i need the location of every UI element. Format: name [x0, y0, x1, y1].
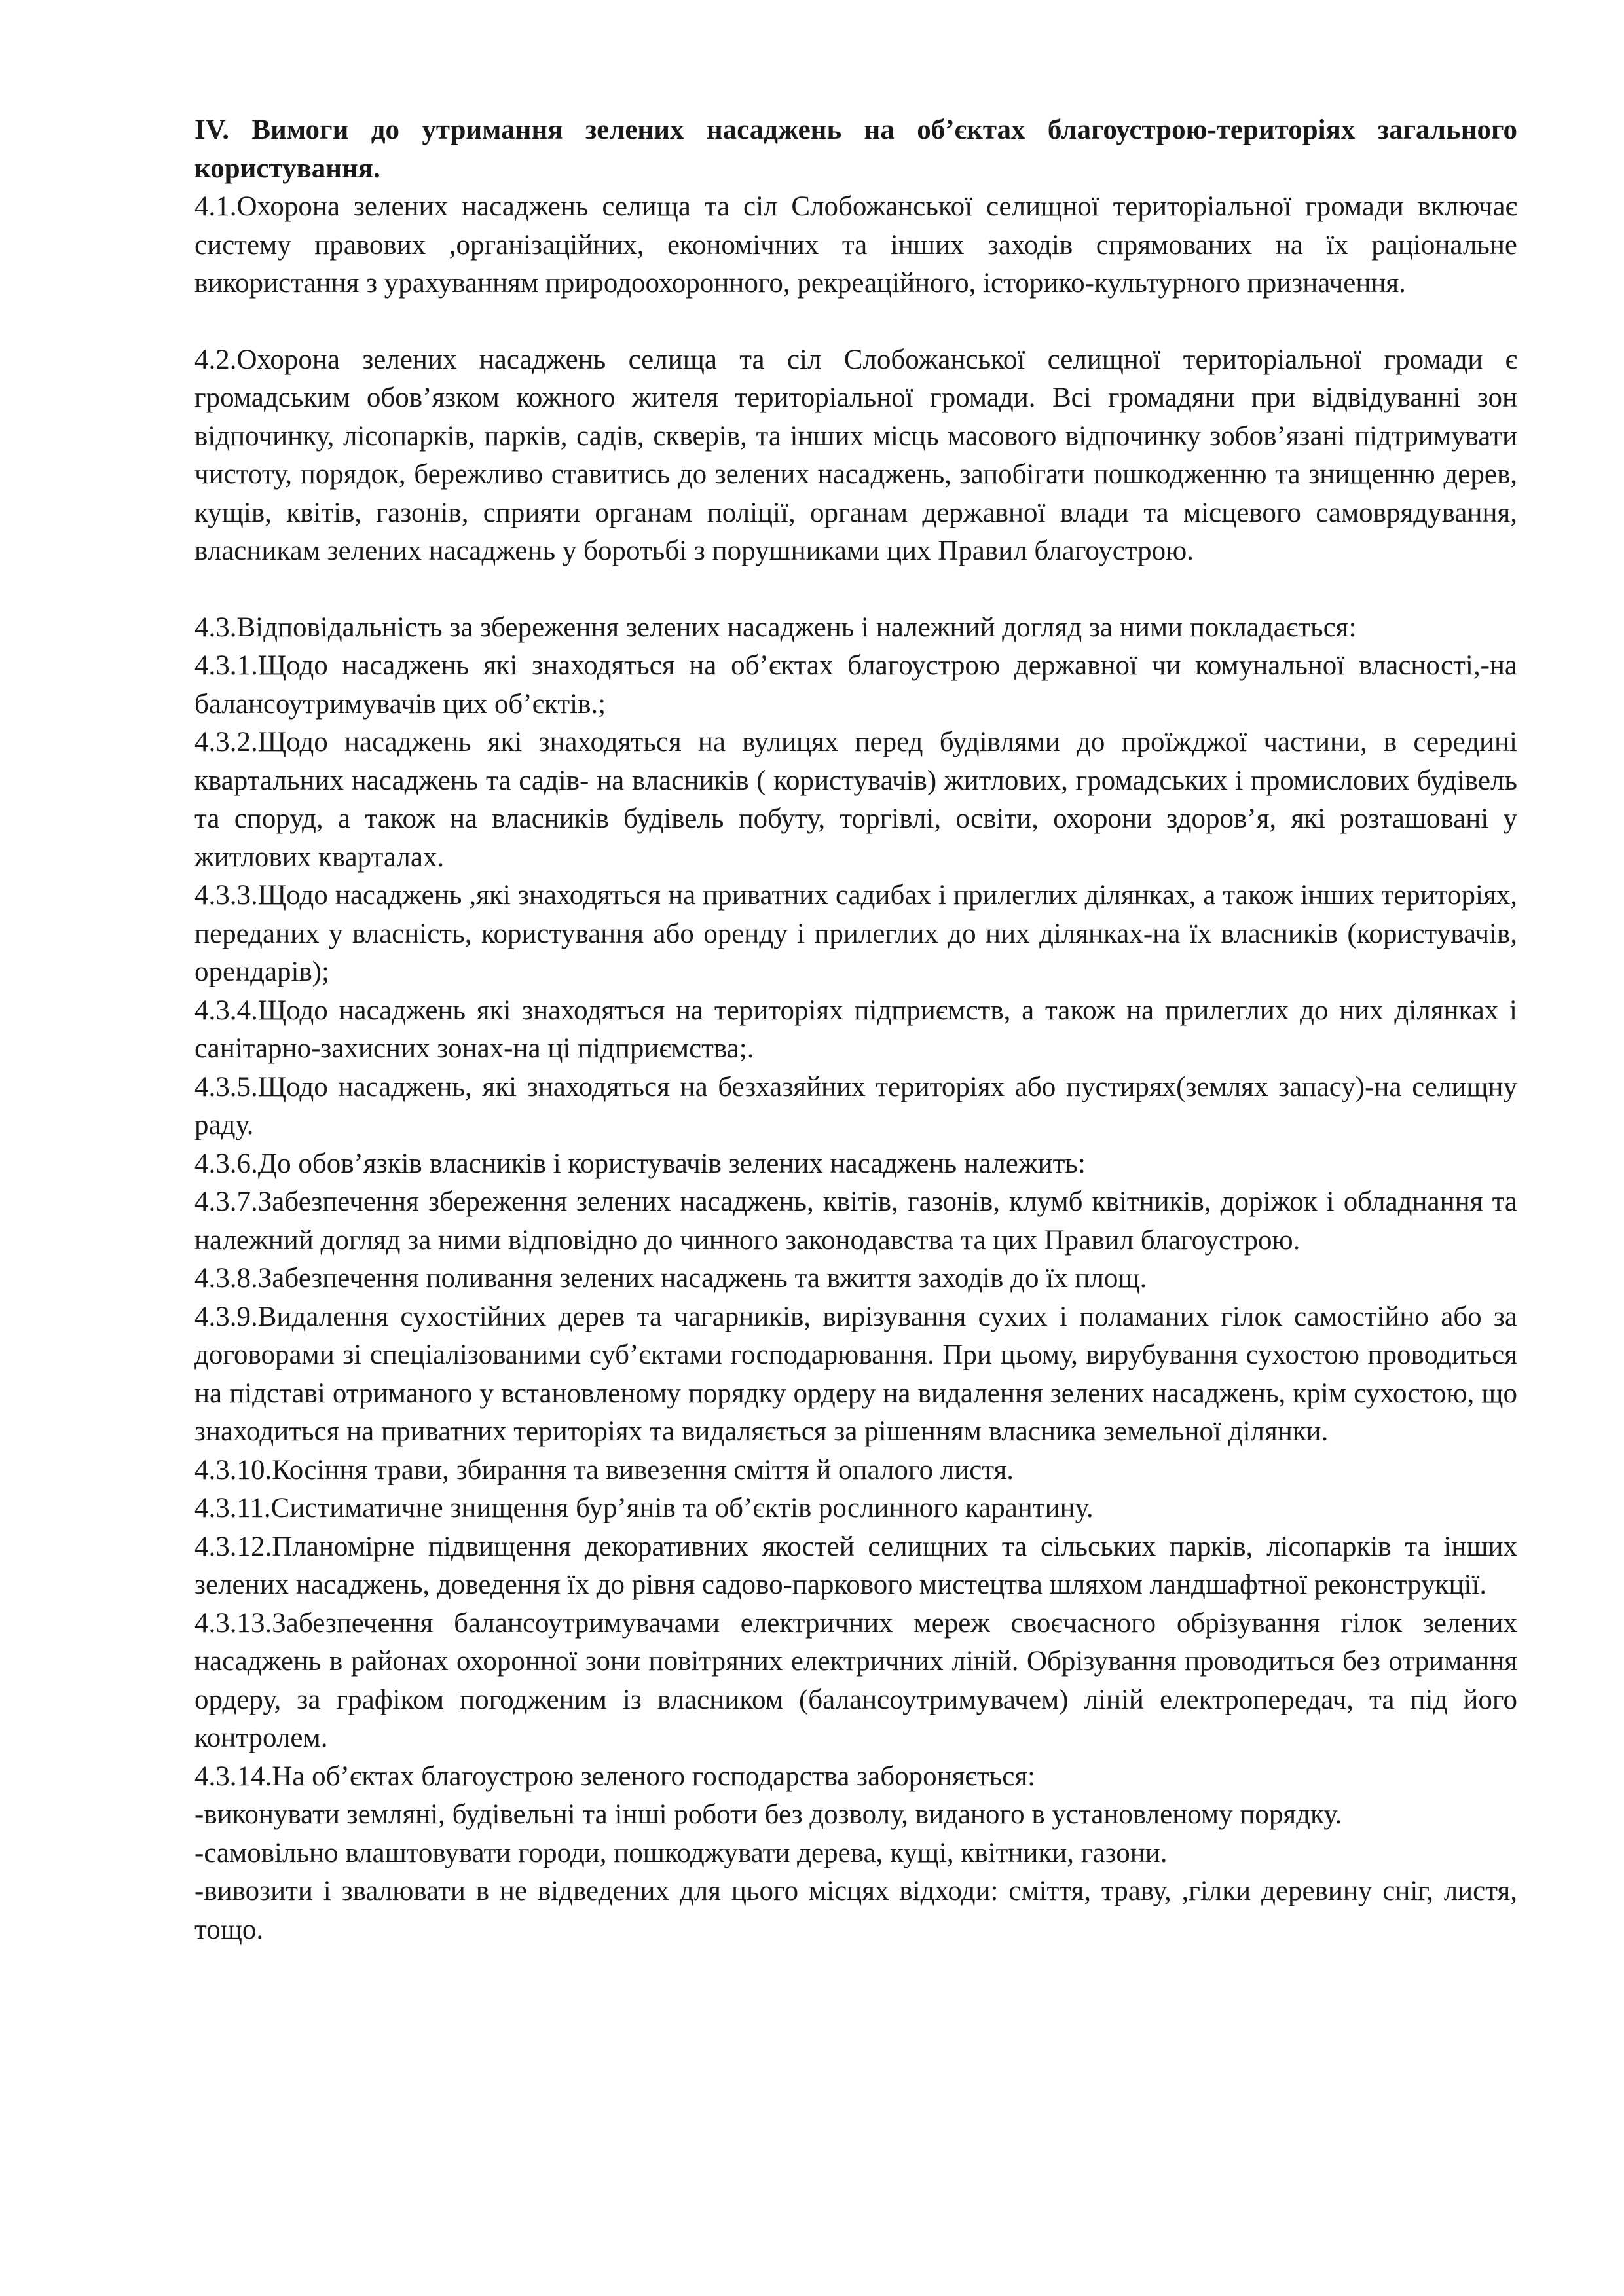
document-page — [194, 111, 1517, 1949]
paragraph-4-3-7: 4.3.7.Забезпечення збереження зелених насаджень, квітів, газонів, клумб квітників, доріжок і обладнання та належний догляд за ними відповідно до чинного законодавства та цих Правил благоустрою. — [194, 1186, 1517, 1256]
paragraph-4-3-8: 4.3.8.Забезпечення поливання зелених насаджень та вжиття заходів до їх площ. — [194, 1263, 1147, 1294]
paragraph-4-3-12: 4.3.12.Планомірне підвищення декоративних якостей селищних та сільських парків, лісопарків та інших зелених насаджень, доведення їх до рівня садово-паркового мистецтва шляхом ландшафтної реконструкції. — [194, 1531, 1517, 1600]
paragraph-4-3-10: 4.3.10.Косіння трави, збирання та вивезення сміття й опалого листя. — [194, 1454, 1014, 1485]
paragraph-4-3-13: 4.3.13.Забезпечення балансоутримувачами електричних мереж своєчасного обрізування гілок зелених насаджень в районах охоронної зони повітряних електричних ліній. Обрізування проводиться без отримання ордеру, за графіком погодженим із власником (балансоутримувачем) ліній електропередач, та під його контролем. — [194, 1607, 1517, 1753]
paragraph-4-2: 4.2.Охорона зелених насаджень селища та сіл Слобожанської селищної територіальної громади є громадським обов’язком кожного жителя територіальної громади. Всі громадяни при відвідуванні зон відпочинку, лісопарків, парків, садів, скверів, та інших місць масового відпочинку зобов’язані підтримувати чистоту, порядок, бережливо ставитись до зелених насаджень, запобігати пошкодженню та знищенню дерев, кущів, квітів, газонів, сприяти органам поліції, органам державної влади та місцевого самоврядування, власникам зелених насаджень у боротьбі з порушниками цих Правил благоустрою. — [194, 344, 1517, 566]
paragraph-4-3-4: 4.3.4.Щодо насаджень які знаходяться на територіях підприємств, а також на прилеглих до них ділянках і санітарно-захисних зонах-на ці підприємства;. — [194, 994, 1517, 1064]
prohibition-item: -самовільно влаштовувати городи, пошкоджувати дерева, кущі, квітники, газони. — [194, 1837, 1168, 1868]
section-heading: IV. Вимоги до утримання зелених насаджень на об’єктах благоустрою-територіях загального користування. — [194, 115, 1517, 184]
paragraph-4-3-9: 4.3.9.Видалення сухостійних дерев та чагарників, вирізування сухих і поламаних гілок самостійно або за договорами зі спеціалізованими суб’єктами господарювання. При цьому, вирубування сухостою проводиться на підставі отриманого у встановленому порядку ордеру на видалення зелених насаджень, крім сухостою, що знаходиться на приватних територіях та видаляється за рішенням власника земельної ділянки. — [194, 1301, 1517, 1447]
paragraph-4-3: 4.3.Відповідальність за збереження зелених насаджень і належний догляд за ними покладається: — [194, 611, 1357, 643]
paragraph-4-3-1: 4.3.1.Щодо насаджень які знаходяться на об’єктах благоустрою державної чи комунальної власності,-на балансоутримувачів цих об’єктів.; — [194, 650, 1517, 720]
paragraph-4-3-14: 4.3.14.На об’єктах благоустрою зеленого господарства забороняється: — [194, 1760, 1036, 1792]
paragraph-4-3-11: 4.3.11.Систиматичне знищення бур’янів та об’єктів рослинного карантину. — [194, 1493, 1094, 1523]
prohibition-item: -вивозити і звалювати в не відведених для цього місцях відходи: сміття, траву, ,гілки деревину сніг, листя, тощо. — [194, 1876, 1517, 1945]
paragraph-4-1: 4.1.Охорона зелених насаджень селища та сіл Слобожанської селищної територіальної громади включає систему правових ,організаційних, економічних та інших заходів спрямованих на їх раціональне використання з урахуванням природоохоронного, рекреаційного, історико-культурного призначення. — [194, 191, 1517, 299]
paragraph-gap — [194, 303, 1517, 341]
paragraph-4-3-5: 4.3.5.Щодо насаджень, які знаходяться на безхазяйних територіях або пустирях(землях запасу)-на селищну раду. — [194, 1071, 1517, 1140]
paragraph-4-3-2: 4.3.2.Щодо насаджень які знаходяться на вулицях перед будівлями до проїжджої частини, в середині квартальних насаджень та садів- на власників ( користувачів) житлових, громадських і промислових будівель та споруд, а також на власників будівель побуту, торгівлі, освіти, охорони здоров’я, які розташовані у житлових кварталах. — [194, 727, 1517, 873]
paragraph-4-3-6: 4.3.6.До обов’язків власників і користувачів зелених насаджень належить: — [194, 1148, 1086, 1179]
paragraph-gap — [194, 571, 1517, 609]
prohibition-item: -виконувати земляні, будівельні та інші роботи без дозволу, виданого в установленому порядку. — [194, 1799, 1342, 1830]
paragraph-4-3-3: 4.3.3.Щодо насаджень ,які знаходяться на приватних садибах і прилеглих ділянках, а також інших територіях, переданих у власність, користування або оренду і прилеглих до них ділянках-на їх власників (користувачів, орендарів); — [194, 880, 1517, 987]
